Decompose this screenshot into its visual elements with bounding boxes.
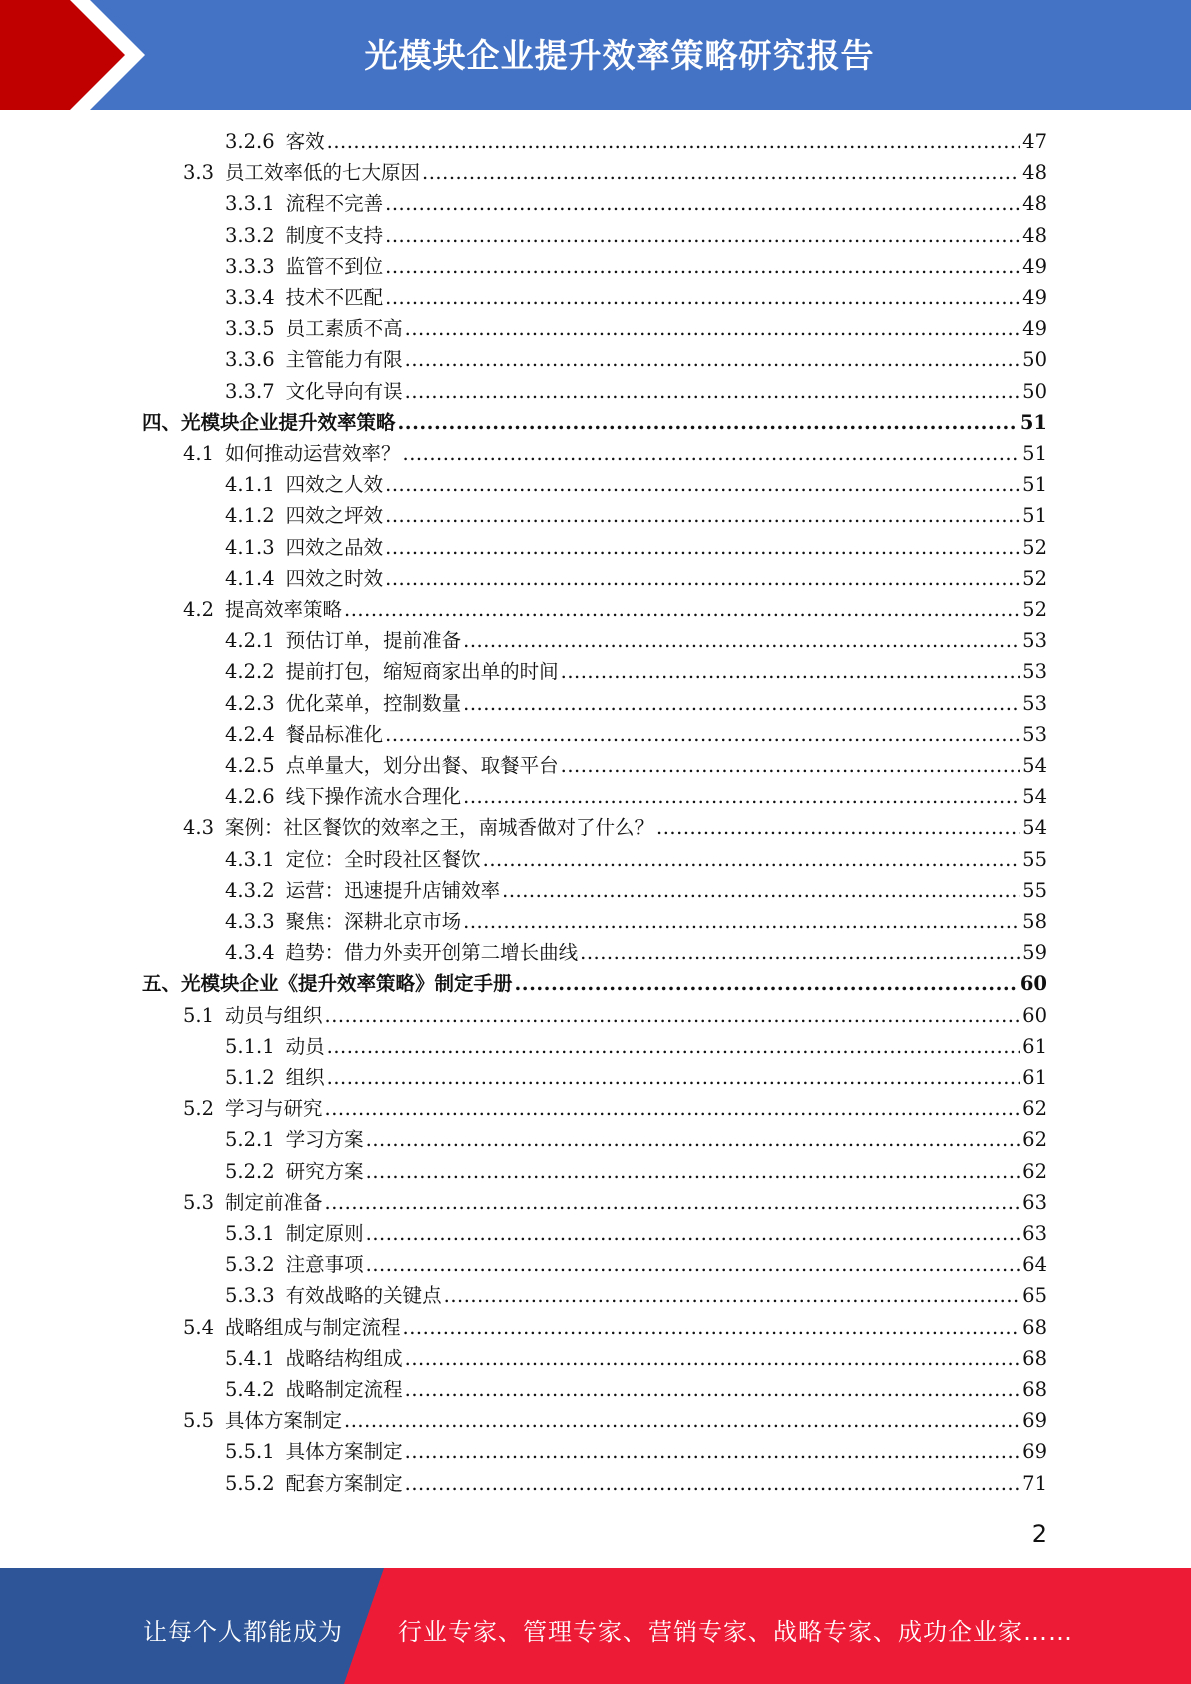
toc-dot-leader: [580, 937, 1020, 968]
toc-dot-leader: [366, 1124, 1021, 1155]
toc-dot-leader: [325, 1000, 1021, 1031]
toc-dot-leader: [385, 469, 1020, 500]
toc-entry-page: 51: [1022, 442, 1047, 465]
toc-entry-page: 63: [1022, 1222, 1047, 1245]
toc-entry-number: 4.2.6: [225, 785, 275, 808]
toc-entry-title: 趋势：借力外卖开创第二增长曲线: [285, 941, 579, 964]
toc-entry-number: 4.2.3: [225, 692, 275, 715]
toc-entry-page: 62: [1022, 1128, 1047, 1151]
toc-entry-number: 5.3.3: [225, 1284, 275, 1307]
toc-entry-number: 5.2.1: [225, 1128, 275, 1151]
toc-entry-title: 如何推动运营效率？: [225, 442, 401, 465]
toc-entry-number: 3.3.3: [225, 255, 275, 278]
toc-entry-title: 战略制定流程: [285, 1378, 403, 1401]
toc-entry-number: 5.4.1: [225, 1347, 275, 1370]
toc-dot-leader: [444, 1280, 1021, 1311]
toc-entry-number: 3.3.2: [225, 224, 275, 247]
toc-entry-title: 案例：社区餐饮的效率之王，南城香做对了什么？: [225, 816, 655, 839]
toc-entry[interactable]: [225, 656, 1047, 687]
toc-dot-leader: [463, 781, 1020, 812]
toc-entry-page: 54: [1022, 785, 1047, 808]
toc-entry-title: 制定原则: [285, 1222, 364, 1245]
toc-entry-title: 四效之坪效: [285, 504, 384, 527]
toc-entry-page: 53: [1022, 692, 1047, 715]
toc-entry-title: 流程不完善: [285, 192, 384, 215]
toc-entry-number: 5.3.2: [225, 1253, 275, 1276]
toc-entry-number: 4.2.4: [225, 723, 275, 746]
toc-entry-page: 69: [1022, 1440, 1047, 1463]
toc-entry-number: 3.3.4: [225, 286, 275, 309]
toc-entry-page: 48: [1022, 192, 1047, 215]
toc-entry-page: 52: [1022, 598, 1047, 621]
toc-entry-title: 战略组成与制定流程: [225, 1316, 401, 1339]
toc-entry[interactable]: [225, 376, 1047, 407]
toc-entry-title: 制度不支持: [285, 224, 384, 247]
toc-entry-title: 优化菜单，控制数量: [285, 692, 462, 715]
toc-entry-page: 53: [1022, 660, 1047, 683]
toc-entry[interactable]: [225, 313, 1047, 344]
toc-entry-page: 63: [1022, 1191, 1047, 1214]
toc-entry-number: 4.1.2: [225, 504, 275, 527]
toc-entry-title: 学习方案: [285, 1128, 364, 1151]
toc-entry[interactable]: [225, 1468, 1047, 1499]
toc-entry-title: 点单量大，划分出餐、取餐平台: [285, 754, 559, 777]
toc-entry-title: 制定前准备: [225, 1191, 323, 1214]
toc-entry-page: 62: [1022, 1097, 1047, 1120]
toc-entry-number: 5.5.1: [225, 1440, 275, 1463]
toc-entry-title: 员工效率低的七大原因: [225, 161, 421, 184]
toc-entry-title: 有效战略的关键点: [285, 1284, 442, 1307]
toc-dot-leader: [385, 188, 1020, 219]
toc-entry-page: 68: [1022, 1347, 1047, 1370]
toc-dot-leader: [405, 344, 1021, 375]
toc-entry[interactable]: [183, 438, 1047, 469]
toc-dot-leader: [325, 1187, 1021, 1218]
toc-entry-title: 提高效率策略: [225, 598, 343, 621]
footer-slogan-right: 行业专家、管理专家、营销专家、战略专家、成功企业家……: [398, 1618, 1073, 1646]
toc-entry-title: 员工素质不高: [285, 317, 403, 340]
toc-entry[interactable]: [225, 1343, 1047, 1374]
toc-dot-leader: [405, 376, 1021, 407]
toc-entry-page: 58: [1022, 910, 1047, 933]
toc-entry-number: 4.1.1: [225, 473, 275, 496]
toc-entry[interactable]: [225, 1156, 1047, 1187]
toc-dot-leader: [398, 407, 1018, 438]
report-title: 光模块企业提升效率策略研究报告: [364, 36, 875, 75]
toc-dot-leader: [327, 1031, 1021, 1062]
toc-dot-leader: [366, 1249, 1021, 1280]
toc-entry[interactable]: [225, 625, 1047, 656]
toc-entry-number: 5.4: [183, 1316, 215, 1339]
toc-entry-number: 3.2.6: [225, 130, 275, 153]
toc-dot-leader: [463, 625, 1020, 656]
toc-dot-leader: [385, 282, 1020, 313]
toc-entry-number: 4.2.1: [225, 629, 275, 652]
toc-entry-title: 具体方案制定: [285, 1440, 403, 1463]
toc-entry-number: 5.1.2: [225, 1066, 275, 1089]
toc-entry-number: 5.3: [183, 1191, 215, 1214]
toc-dot-leader: [344, 594, 1020, 625]
toc-entry-page: 49: [1022, 255, 1047, 278]
toc-entry-title: 技术不匹配: [285, 286, 384, 309]
toc-entry-page: 49: [1022, 317, 1047, 340]
toc-entry-number: 4.1.3: [225, 536, 275, 559]
toc-entry[interactable]: [225, 781, 1047, 812]
toc-entry[interactable]: [225, 532, 1047, 563]
toc-entry[interactable]: [183, 157, 1047, 188]
toc-entry-title: 主管能力有限: [285, 348, 403, 371]
toc-entry-page: 50: [1022, 380, 1047, 403]
toc-dot-leader: [403, 438, 1021, 469]
toc-entry-page: 71: [1022, 1472, 1047, 1495]
toc-entry-page: 55: [1022, 848, 1047, 871]
toc-dot-leader: [405, 313, 1021, 344]
toc-entry-number: 4.1.4: [225, 567, 275, 590]
toc-entry-page: 47: [1022, 130, 1047, 153]
toc-dot-leader: [656, 812, 1020, 843]
toc-dot-leader: [385, 220, 1020, 251]
toc-dot-leader: [366, 1156, 1021, 1187]
toc-entry-page: 50: [1022, 348, 1047, 371]
toc-entry-number: 5.1.1: [225, 1035, 275, 1058]
toc-dot-leader: [366, 1218, 1021, 1249]
toc-dot-leader: [385, 500, 1020, 531]
toc-entry-title: 餐品标准化: [285, 723, 384, 746]
toc-entry-title: 监管不到位: [285, 255, 384, 278]
toc-entry-number: 4.2.5: [225, 754, 275, 777]
toc-entry[interactable]: [225, 1062, 1047, 1093]
toc-entry-title: 四效之人效: [285, 473, 384, 496]
toc-entry-page: 62: [1022, 1160, 1047, 1183]
toc-entry[interactable]: [225, 688, 1047, 719]
toc-entry[interactable]: [225, 937, 1047, 968]
toc-entry-title: 注意事项: [285, 1253, 364, 1276]
toc-dot-leader: [344, 1405, 1020, 1436]
toc-entry[interactable]: [225, 1436, 1047, 1467]
toc-entry[interactable]: [225, 1218, 1047, 1249]
page-footer: [0, 1568, 1191, 1684]
toc-dot-leader: [561, 656, 1021, 687]
toc-dot-leader: [405, 1343, 1021, 1374]
toc-entry-title: 四、光模块企业提升效率策略: [142, 411, 396, 434]
toc-entry[interactable]: [225, 563, 1047, 594]
toc-entry-page: 68: [1022, 1316, 1047, 1339]
toc-entry[interactable]: [225, 251, 1047, 282]
toc-entry-page: 65: [1022, 1284, 1047, 1307]
toc-entry[interactable]: [225, 1249, 1047, 1280]
toc-entry[interactable]: [225, 719, 1047, 750]
toc-dot-leader: [403, 1312, 1021, 1343]
toc-entry[interactable]: [183, 1312, 1047, 1343]
toc-entry-number: 5.2.2: [225, 1160, 275, 1183]
toc-entry-page: 60: [1019, 972, 1047, 995]
toc-entry-page: 64: [1022, 1253, 1047, 1276]
toc-entry[interactable]: [225, 1031, 1047, 1062]
toc-entry[interactable]: [183, 1093, 1047, 1124]
toc-entry[interactable]: [183, 1187, 1047, 1218]
toc-entry[interactable]: [142, 407, 1047, 438]
toc-entry-page: 61: [1022, 1035, 1047, 1058]
toc-entry[interactable]: [183, 594, 1047, 625]
toc-entry[interactable]: [225, 750, 1047, 781]
toc-entry[interactable]: [183, 1000, 1047, 1031]
toc-entry-number: 4.3: [183, 816, 215, 839]
toc-entry-number: 5.3.1: [225, 1222, 275, 1245]
toc-dot-leader: [405, 1436, 1021, 1467]
toc-entry-title: 具体方案制定: [225, 1409, 343, 1432]
toc-entry-number: 4.1: [183, 442, 215, 465]
toc-entry-page: 51: [1022, 473, 1047, 496]
toc-entry-title: 四效之品效: [285, 536, 384, 559]
toc-dot-leader: [405, 1468, 1021, 1499]
toc-entry-number: 5.5.2: [225, 1472, 275, 1495]
toc-entry-title: 研究方案: [285, 1160, 364, 1183]
toc-entry-page: 51: [1019, 411, 1047, 434]
toc-dot-leader: [385, 719, 1020, 750]
toc-dot-leader: [422, 157, 1020, 188]
toc-entry-page: 48: [1022, 224, 1047, 247]
toc-entry-page: 54: [1022, 754, 1047, 777]
toc-entry[interactable]: [225, 282, 1047, 313]
footer-slogan-left: 让每个人都能成为: [143, 1618, 343, 1646]
toc-entry-number: 4.3.1: [225, 848, 275, 871]
toc-dot-leader: [385, 251, 1020, 282]
toc-entry-title: 线下操作流水合理化: [285, 785, 462, 808]
toc-entry-number: 5.4.2: [225, 1378, 275, 1401]
toc-dot-leader: [385, 563, 1020, 594]
toc-entry-title: 动员: [285, 1035, 325, 1058]
toc-dot-leader: [385, 532, 1020, 563]
toc-entry-number: 4.3.2: [225, 879, 275, 902]
toc-entry-page: 49: [1022, 286, 1047, 309]
toc-entry[interactable]: [225, 126, 1047, 157]
toc-entry[interactable]: [225, 875, 1047, 906]
toc-entry[interactable]: [225, 1374, 1047, 1405]
page-number: 2: [1031, 1520, 1047, 1548]
toc-entry-number: 3.3: [183, 161, 215, 184]
toc-entry[interactable]: [225, 188, 1047, 219]
toc-entry-title: 运营：迅速提升店铺效率: [285, 879, 501, 902]
toc-entry-number: 4.2.2: [225, 660, 275, 683]
toc-entry-page: 52: [1022, 536, 1047, 559]
toc-entry[interactable]: [225, 344, 1047, 375]
toc-dot-leader: [515, 968, 1018, 999]
page-header: [0, 0, 1191, 110]
toc-dot-leader: [405, 1374, 1021, 1405]
toc-entry-number: 3.3.7: [225, 380, 275, 403]
toc-entry-title: 四效之时效: [285, 567, 384, 590]
toc-entry-title: 聚焦：深耕北京市场: [285, 910, 462, 933]
toc-entry-title: 文化导向有误: [285, 380, 403, 403]
toc-dot-leader: [502, 875, 1020, 906]
toc-entry[interactable]: [183, 812, 1047, 843]
toc-entry-page: 53: [1022, 629, 1047, 652]
toc-entry[interactable]: [225, 906, 1047, 937]
toc-entry[interactable]: [183, 1405, 1047, 1436]
toc-entry-number: 4.3.4: [225, 941, 275, 964]
toc-dot-leader: [327, 126, 1021, 157]
toc-entry-title: 提前打包，缩短商家出单的时间: [285, 660, 559, 683]
toc-dot-leader: [561, 750, 1021, 781]
toc-entry-page: 68: [1022, 1378, 1047, 1401]
toc-dot-leader: [463, 688, 1020, 719]
toc-entry-page: 69: [1022, 1409, 1047, 1432]
toc-entry-number: 4.2: [183, 598, 215, 621]
toc-entry-page: 59: [1022, 941, 1047, 964]
toc-entry-number: 4.3.3: [225, 910, 275, 933]
toc-entry-title: 动员与组织: [225, 1004, 323, 1027]
toc-dot-leader: [325, 1093, 1021, 1124]
toc-entry-title: 配套方案制定: [285, 1472, 403, 1495]
toc-entry-page: 61: [1022, 1066, 1047, 1089]
toc-entry-number: 3.3.1: [225, 192, 275, 215]
toc-entry-title: 五、光模块企业《提升效率策略》制定手册: [142, 972, 513, 995]
toc-entry[interactable]: [225, 1124, 1047, 1155]
toc-entry-title: 客效: [285, 130, 325, 153]
toc-entry-page: 53: [1022, 723, 1047, 746]
toc-entry-title: 战略结构组成: [285, 1347, 403, 1370]
toc-entry[interactable]: [225, 469, 1047, 500]
toc-entry-title: 学习与研究: [225, 1097, 323, 1120]
toc-entry-page: 48: [1022, 161, 1047, 184]
toc-entry-page: 54: [1022, 816, 1047, 839]
toc-entry[interactable]: [225, 844, 1047, 875]
toc-entry-title: 定位：全时段社区餐饮: [285, 848, 481, 871]
toc-entry[interactable]: [225, 1280, 1047, 1311]
toc-entry-number: 5.1: [183, 1004, 215, 1027]
toc-dot-leader: [463, 906, 1020, 937]
toc-dot-leader: [327, 1062, 1021, 1093]
toc-entry-page: 55: [1022, 879, 1047, 902]
toc-entry-page: 52: [1022, 567, 1047, 590]
toc-entry-number: 3.3.5: [225, 317, 275, 340]
toc-entry-number: 3.3.6: [225, 348, 275, 371]
toc-entry[interactable]: [225, 220, 1047, 251]
toc-entry-title: 预估订单，提前准备: [285, 629, 462, 652]
toc-entry-page: 60: [1022, 1004, 1047, 1027]
toc-entry-number: 5.5: [183, 1409, 215, 1432]
toc-entry[interactable]: [142, 968, 1047, 999]
toc-entry-page: 51: [1022, 504, 1047, 527]
toc-entry-number: 5.2: [183, 1097, 215, 1120]
toc-entry-title: 组织: [285, 1066, 325, 1089]
toc-entry[interactable]: [225, 500, 1047, 531]
toc-dot-leader: [483, 844, 1021, 875]
